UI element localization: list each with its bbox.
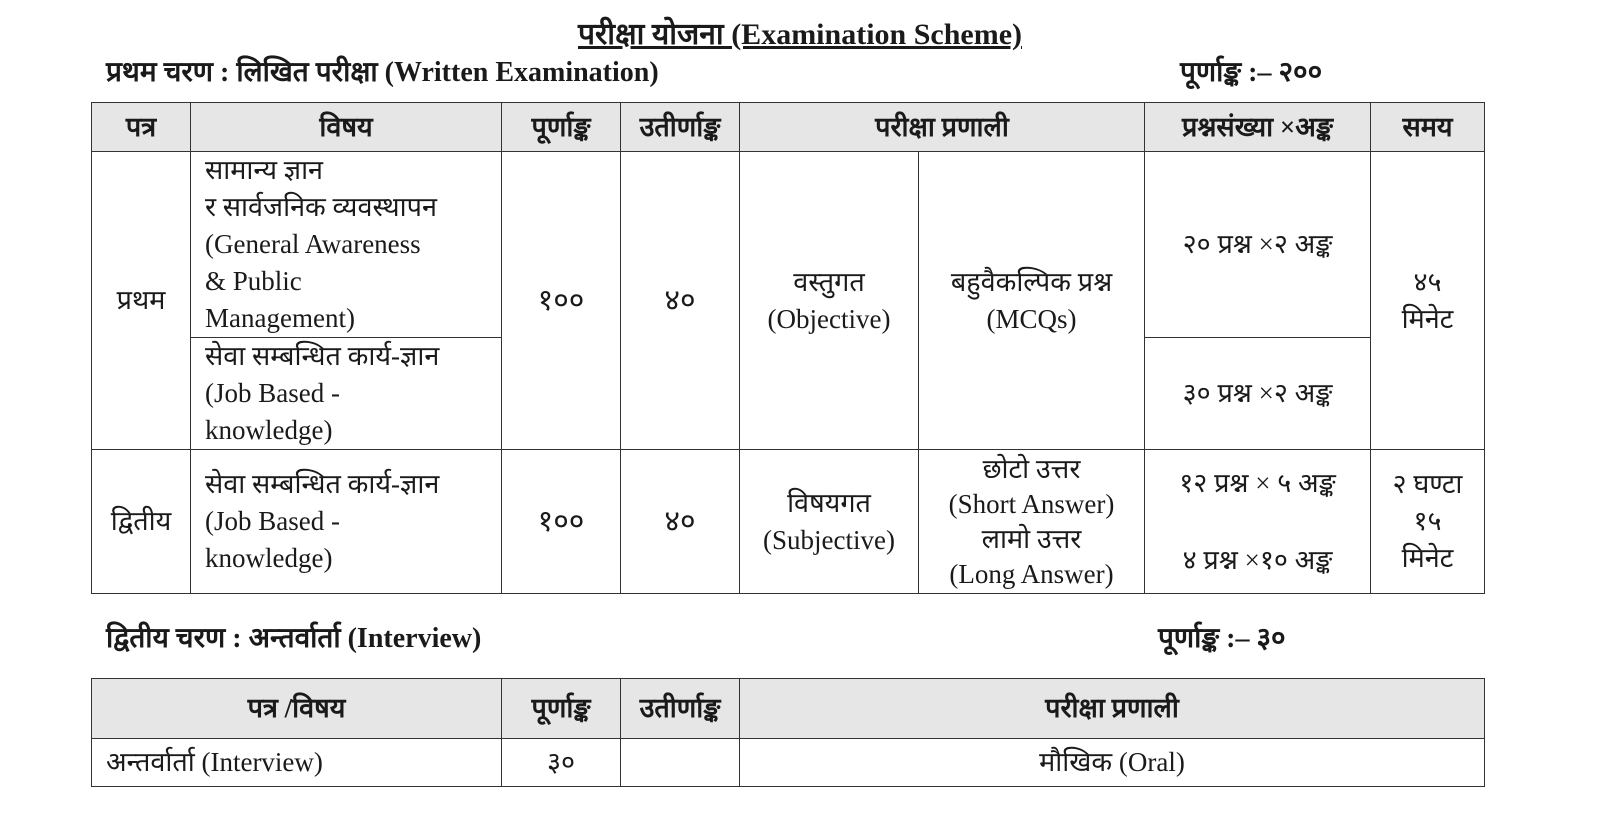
paper2-method [740,450,919,594]
paper2-type-line2: (Short Answer) [948,488,1115,519]
paper2-type [919,450,1145,594]
paper1-questions-b: ३० प्रश्न ×२ अङ्क [1145,338,1371,450]
paper2-method-line2: (Subjective) [763,524,895,555]
header-full-marks: पूर्णाङ्क [502,103,621,152]
stage2-total-marks: पूर्णाङ्क :– ३० [1158,623,1286,654]
header-time: समय [1371,103,1485,152]
paper1-full-marks: १०० [502,152,621,450]
paper2-time [1371,450,1485,594]
paper2-type-line3: लामो उत्तर [981,523,1082,554]
paper1-type [919,152,1145,450]
written-table-header-row [92,103,1485,152]
paper1-type-line2: (MCQs) [986,303,1077,334]
paper1-subject-b-line3: knowledge) [205,415,333,445]
paper2-time-line3: मिनेट [1401,543,1454,573]
paper2-full-marks: १०० [502,450,621,594]
paper1-type-line1: बहुवैकल्पिक प्रश्न [950,266,1113,297]
paper2-type-line4: (Long Answer) [949,558,1114,589]
paper1-pass-marks: ४० [621,152,740,450]
header-exam-method: परीक्षा प्रणाली [740,103,1145,152]
stage2-heading: द्वितीय चरण : अन्तर्वार्ता (Interview) [106,623,482,654]
paper1-row-a [92,152,1485,338]
header-paper: पत्र [92,103,191,152]
paper2-type-line1: छोटो उत्तर [982,453,1081,484]
interview-subject: अन्तर्वार्ता (Interview) [92,739,502,787]
paper2-row [92,450,1485,594]
header-interview-pass-marks: उतीर्णाङ्क [621,679,740,739]
paper2-questions [1145,450,1371,594]
interview-pass-marks [621,739,740,787]
stage1-heading: प्रथम चरण : लिखित परीक्षा (Written Examination) [106,57,659,88]
paper1-subject-b-line1: सेवा सम्बन्धित कार्य-ज्ञान [205,341,440,371]
paper2-subject [191,450,502,594]
paper1-subject-a-line4: & Public [205,266,302,296]
page-title [0,12,1600,53]
paper1-subject-a-line3: (General Awareness [205,229,421,259]
paper2-method-line1: विषयगत [787,487,871,518]
paper1-subject-a-line5: Management) [205,303,355,333]
interview-table-header-row [92,679,1485,739]
header-pass-marks: उतीर्णाङ्क [621,103,740,152]
paper1-subject-a [191,152,502,338]
paper2-questions-a: १२ प्रश्न × ५ अङ्क [1179,467,1336,498]
paper1-time-line2: मिनेट [1401,303,1454,334]
written-exam-table [91,102,1485,594]
paper1-subject-a-line2: र सार्वजनिक व्यवस्थापन [205,192,437,222]
interview-full-marks: ३० [502,739,621,787]
header-questions-marks: प्रश्नसंख्या ×अङ्क [1145,103,1371,152]
paper1-subject-a-line1: सामान्य ज्ञान [205,155,324,185]
interview-row [92,739,1485,787]
page-title-text: परीक्षा योजना (Examination Scheme) [577,18,1023,51]
paper1-method-line1: वस्तुगत [793,266,865,297]
paper1-method [740,152,919,450]
header-paper-subject: पत्र /विषय [92,679,502,739]
stage1-total-marks: पूर्णाङ्क :– २०० [1180,57,1323,88]
interview-table [91,678,1485,787]
paper2-name: द्वितीय [92,450,191,594]
paper2-subject-line2: (Job Based - [205,506,340,536]
paper2-subject-line1: सेवा सम्बन्धित कार्य-ज्ञान [205,469,440,499]
paper1-method-line2: (Objective) [767,303,891,334]
paper1-subject-b [191,338,502,450]
header-interview-full-marks: पूर्णाङ्क [502,679,621,739]
paper2-time-line2: १५ [1413,506,1442,536]
paper1-name: प्रथम [92,152,191,450]
paper1-questions-a: २० प्रश्न ×२ अङ्क [1145,152,1371,338]
header-interview-exam-method: परीक्षा प्रणाली [740,679,1485,739]
paper1-subject-b-line2: (Job Based - [205,378,340,408]
interview-method: मौखिक (Oral) [740,739,1485,787]
paper2-time-line1: २ घण्टा [1392,469,1463,499]
paper1-time [1371,152,1485,450]
paper2-questions-b: ४ प्रश्न ×१० अङ्क [1182,544,1333,575]
paper2-subject-line3: knowledge) [205,543,333,573]
header-subject: विषय [191,103,502,152]
paper1-time-line1: ४५ [1413,266,1442,297]
paper2-pass-marks: ४० [621,450,740,594]
